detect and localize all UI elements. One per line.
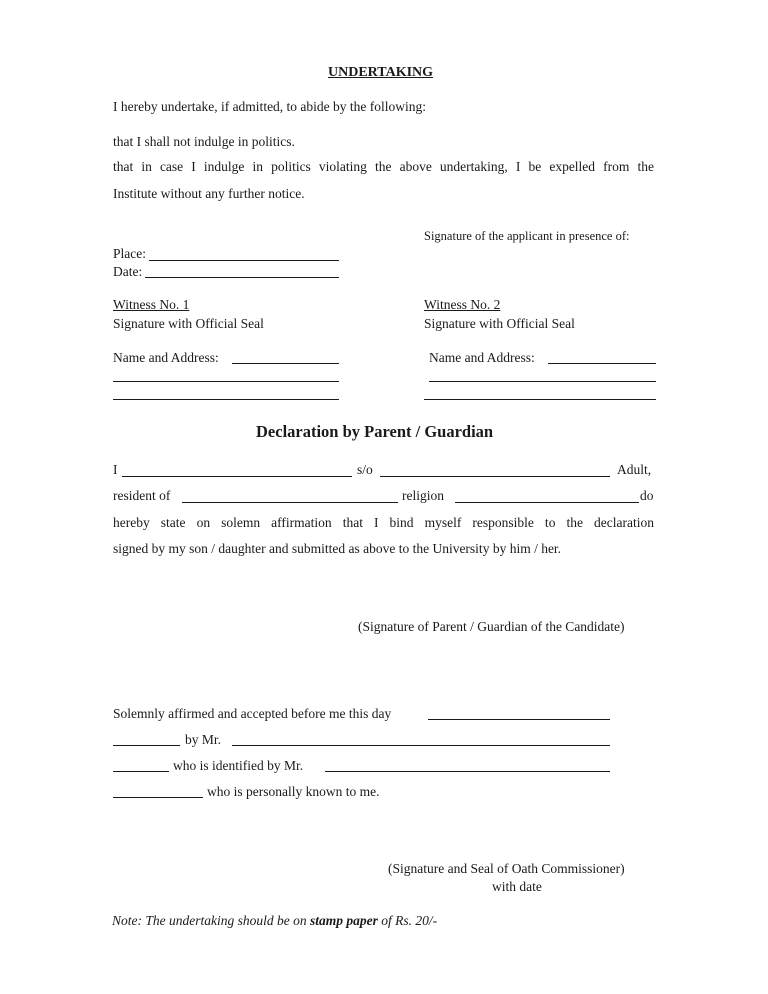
witness-1-address-line-3[interactable] [113, 399, 339, 400]
parent-signature-label: (Signature of Parent / Guardian of the Candidate) [358, 619, 625, 634]
with-date-label: with date [492, 879, 542, 894]
applicant-signature-label: Signature of the applicant in presence of: [424, 229, 630, 243]
witness-2-address-line-2[interactable] [429, 381, 656, 382]
note-prefix: Note: The undertaking should be on [112, 913, 310, 928]
undertaking-point-2-line-1: that in case I indulge in politics violating the above undertaking, I be expelled from the [113, 159, 654, 174]
identifier-name-line[interactable] [325, 771, 610, 772]
by-mr-label: by Mr. [185, 732, 222, 747]
known-to-me-label: who is personally known to me. [207, 784, 380, 799]
witness-1-name-address-line[interactable] [232, 363, 339, 364]
undertaking-point-1: that I shall not indulge in politics. [113, 134, 295, 149]
so-label: s/o [357, 462, 373, 477]
identified-by-label: who is identified by Mr. [173, 758, 304, 773]
witness-1-seal-label: Signature with Official Seal [113, 316, 264, 331]
undertaking-title: UNDERTAKING [328, 65, 434, 80]
undertaking-intro: I hereby undertake, if admitted, to abide by the following: [113, 99, 427, 114]
commissioner-signature-label: (Signature and Seal of Oath Commissioner) [388, 861, 625, 876]
witness-2-address-line-3[interactable] [424, 399, 656, 400]
witness-1-name-address-label: Name and Address: [113, 350, 219, 365]
witness-1-address-line-2[interactable] [113, 381, 339, 382]
religion-line[interactable] [455, 502, 639, 503]
affirmation-month-line[interactable] [113, 745, 180, 746]
witness-1-title: Witness No. 1 [113, 297, 190, 312]
declaration-body-line-2: signed by my son / daughter and submitted as above to the University by him / her. [113, 541, 562, 556]
undertaking-point-2-line-2: Institute without any further notice. [113, 186, 305, 201]
declaration-heading: Declaration by Parent / Guardian [256, 422, 494, 441]
note-stamp-paper: stamp paper [309, 913, 378, 928]
date-label: Date: [113, 264, 143, 279]
witness-2-title: Witness No. 2 [424, 297, 501, 312]
resident-of-label: resident of [113, 488, 171, 503]
date-field-line[interactable] [145, 277, 339, 278]
place-label: Place: [113, 246, 146, 261]
do-label: do [640, 488, 654, 503]
religion-label: religion [402, 488, 444, 503]
witness-2-name-address-label: Name and Address: [429, 350, 535, 365]
parent-name-line[interactable] [122, 476, 352, 477]
adult-label: Adult, [617, 462, 652, 477]
residence-line[interactable] [182, 502, 398, 503]
known-prefix-line[interactable] [113, 797, 203, 798]
place-field-line[interactable] [149, 260, 339, 261]
affirmation-day-line[interactable] [428, 719, 610, 720]
father-name-line[interactable] [380, 476, 610, 477]
note-suffix: of Rs. 20/- [377, 913, 438, 928]
declaration-i-label: I [113, 462, 118, 477]
declaration-body-line-1: hereby state on solemn affirmation that I bind myself responsible to the declaration [113, 515, 654, 530]
witness-2-name-address-line[interactable] [548, 363, 656, 364]
stamp-paper-note [112, 914, 437, 928]
deponent-name-line[interactable] [232, 745, 610, 746]
affirmation-line-1: Solemnly affirmed and accepted before me this day [113, 706, 392, 721]
identified-prefix-line[interactable] [113, 771, 169, 772]
witness-2-seal-label: Signature with Official Seal [424, 316, 575, 331]
